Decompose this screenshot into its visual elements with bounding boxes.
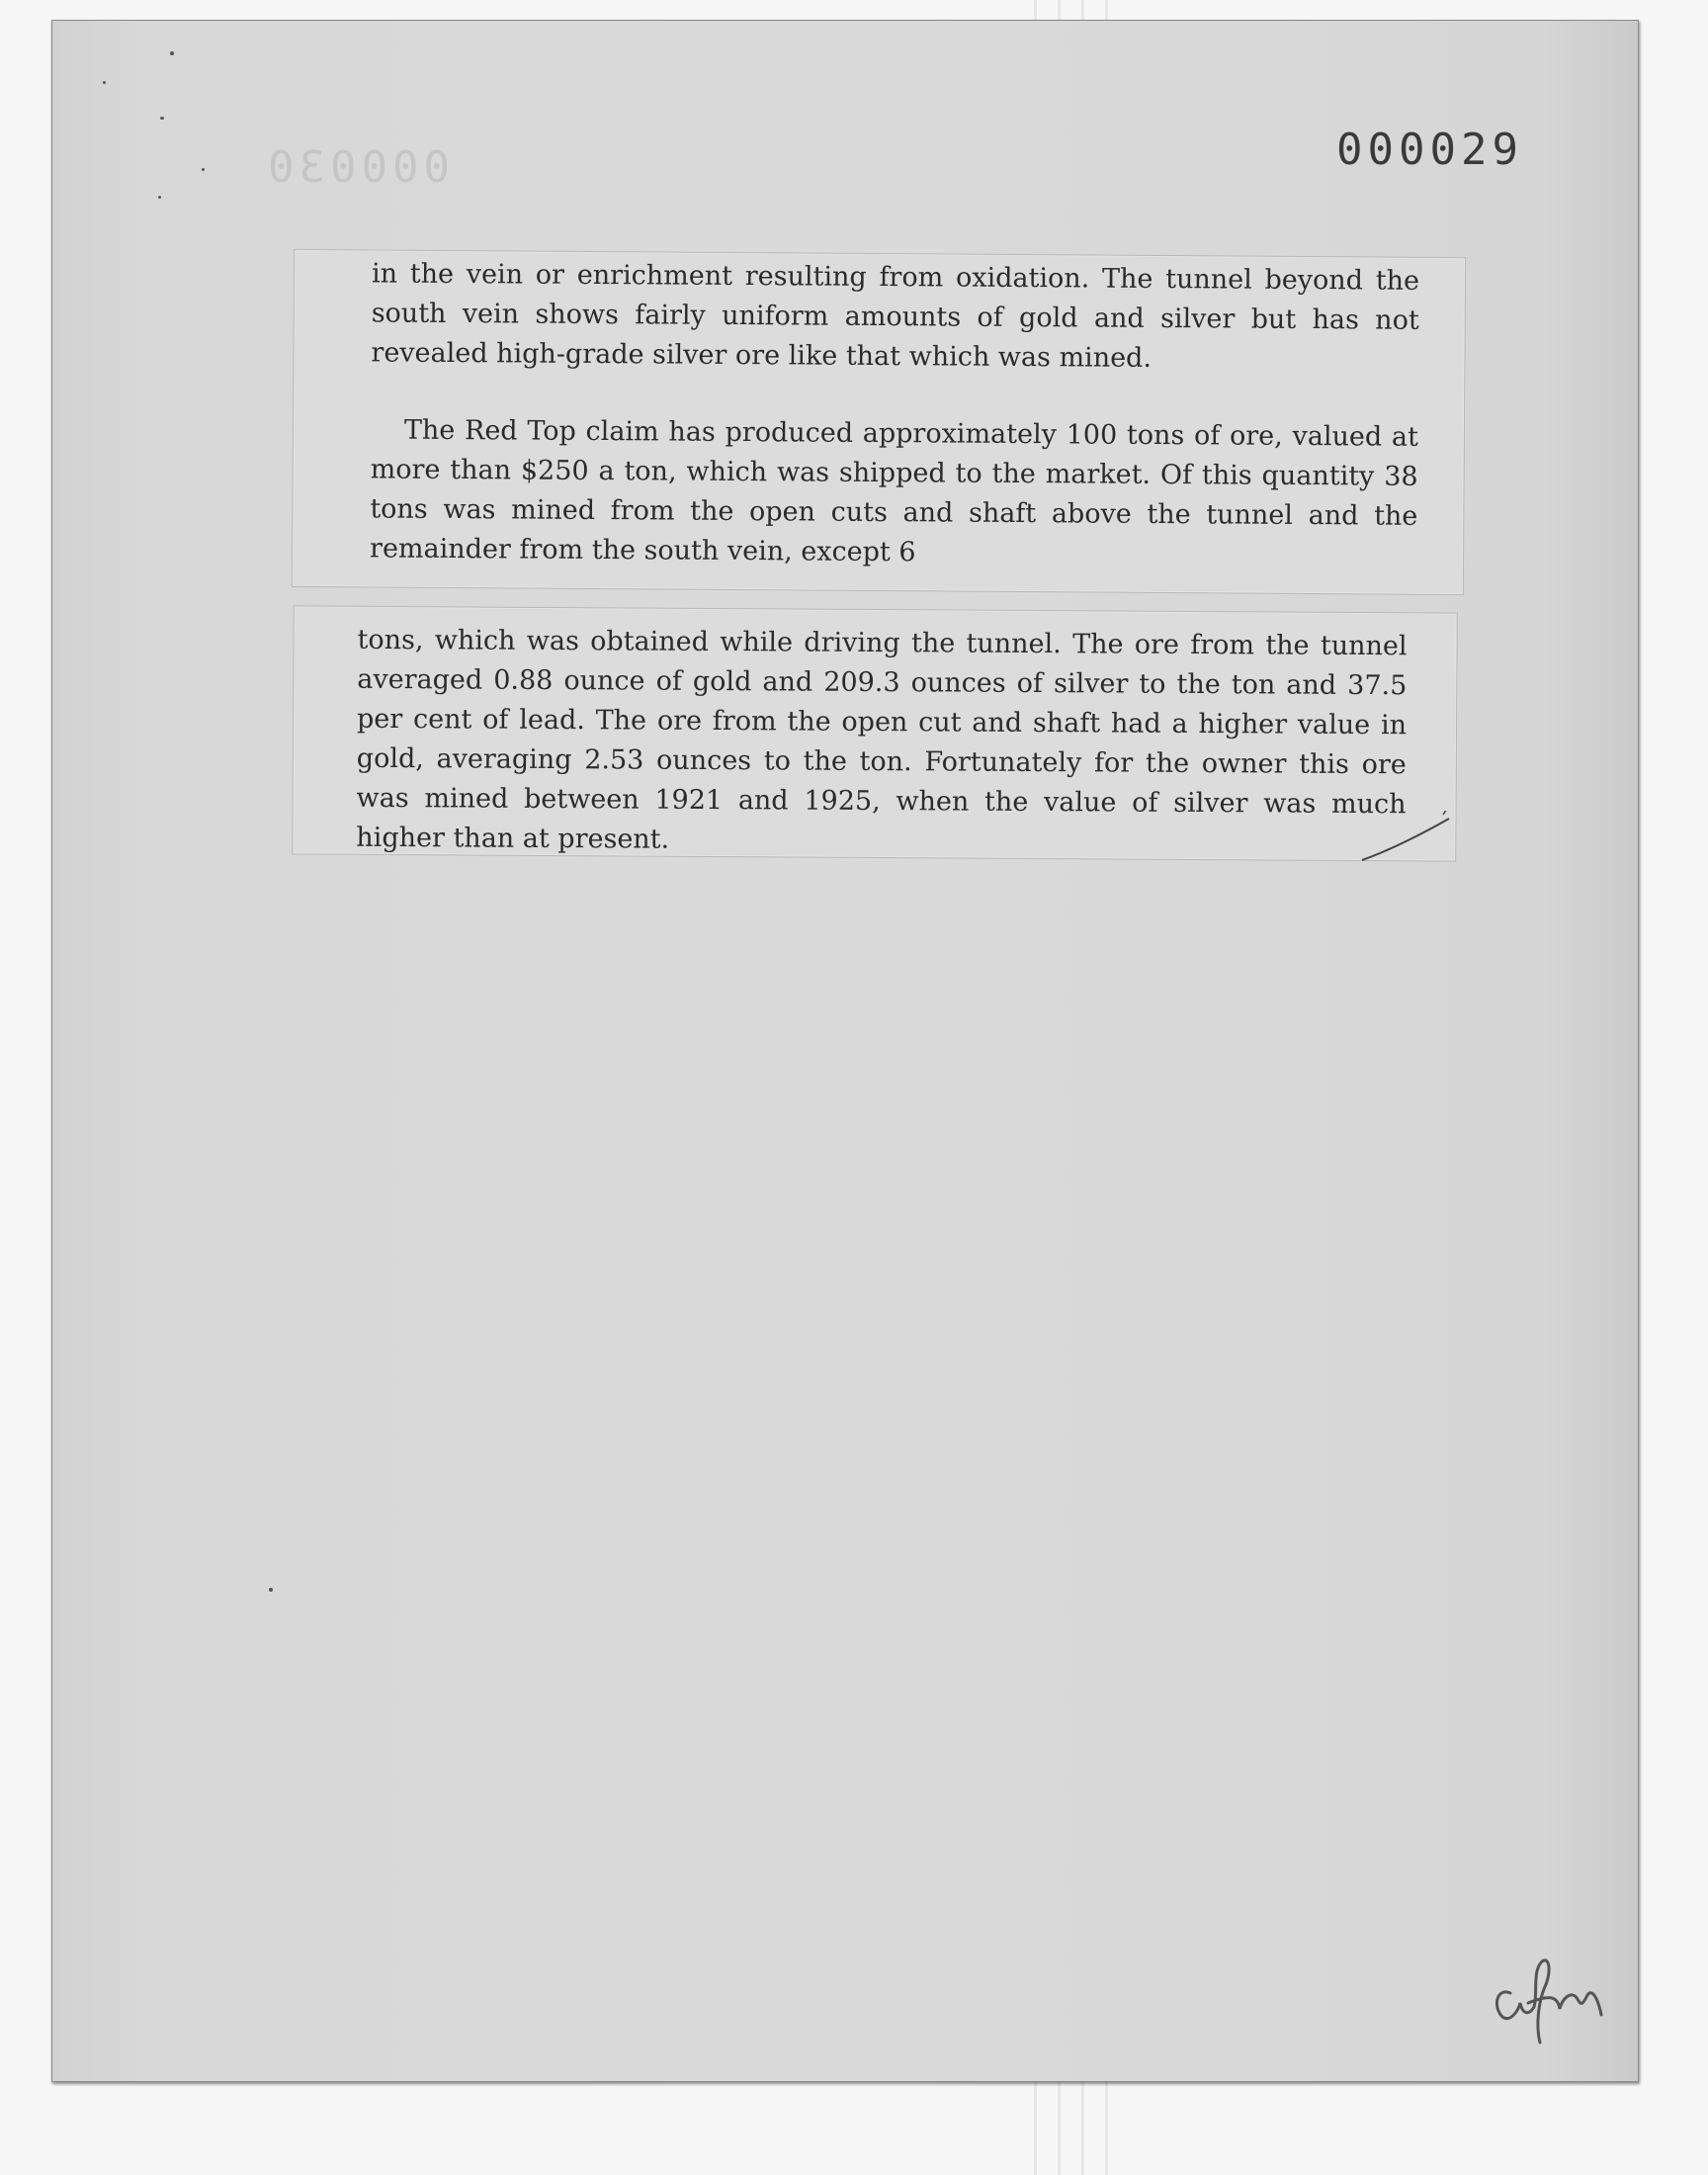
speck [269, 1588, 273, 1592]
clipping-paragraph: in the vein or enrichment resulting from oxidation. The tunnel beyond the south vein shows fairly uniform amounts of gold and silver but has not revealed high-grade silver ore like that which was mined. [371, 258, 1420, 374]
pencil-check-mark [1360, 811, 1453, 866]
bleed-through-page-number: 000030 [263, 142, 450, 193]
speck [158, 196, 161, 199]
newspaper-clipping-bottom [292, 605, 1458, 861]
speck [170, 51, 174, 55]
page-number: 000029 [1336, 125, 1523, 175]
handwritten-initials [1489, 1944, 1607, 2052]
clipping-paragraph: The Red Top claim has produced approximately 100 tons of ore, valued at more than $250 a ton, which was shipped to the market. Of this quantity 38 tons was mined from the open cuts and shaft above the tunnel and the remainder from the south vein, except 6 [369, 414, 1419, 568]
speck [202, 168, 205, 171]
newspaper-clipping-top [292, 249, 1466, 595]
clipping-paragraph: tons, which was obtained while driving the tunnel. The ore from the tunnel averaged 0.88 ounce of gold and 209.3 ounces of silver to the ton and 37.5 per cent of lead. The ore from the open cut and shaft had a higher value in gold, averaging 2.53 ounces to the ton. Fortunately for the owner this ore was mined between 1921 and 1925, when the value of silver was much higher than at present. [356, 624, 1408, 855]
speck [103, 81, 106, 84]
document-page [51, 20, 1639, 2082]
speck [160, 117, 164, 120]
